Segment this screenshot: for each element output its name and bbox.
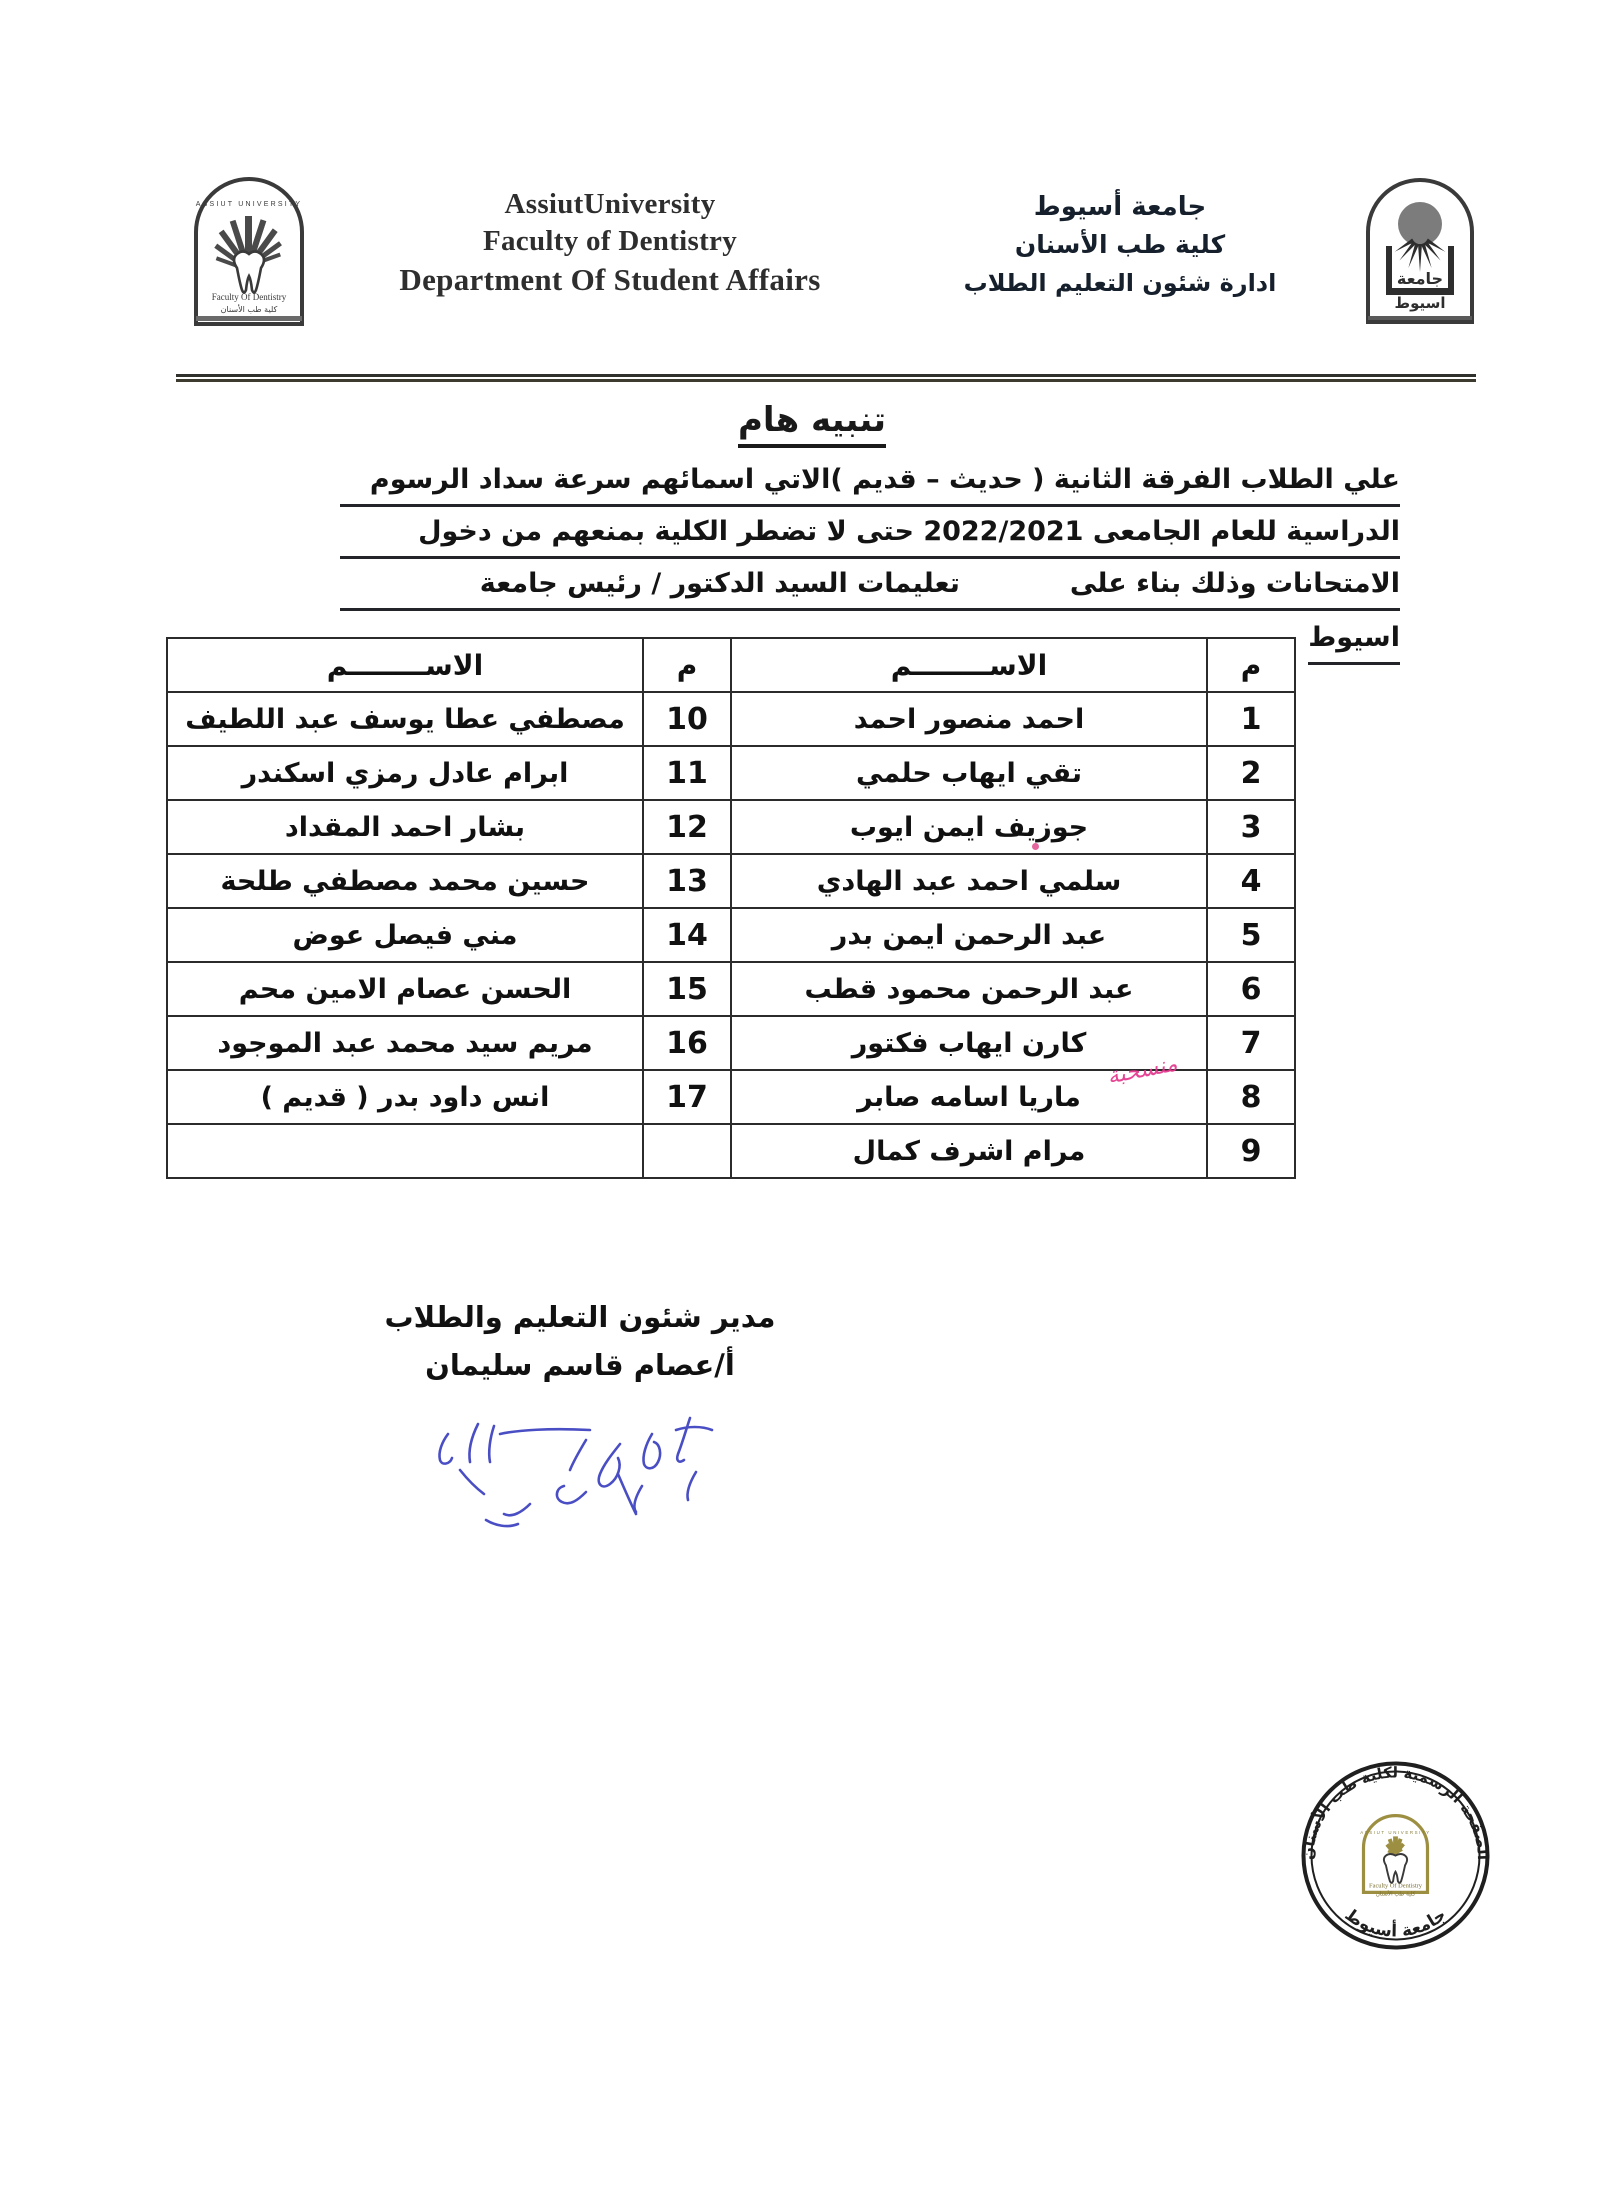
header-num-left: م [643,638,731,692]
row-name: ابرام عادل رمزي اسكندر [167,746,643,800]
header-en-line2: Faculty of Dentistry [482,225,738,257]
row-name: جوزيف ايمن ايوب [731,800,1207,854]
header-english-text [350,186,870,300]
header-num-right: م [1207,638,1295,692]
handwritten-pink-annotation: منسحبة [1105,1051,1180,1090]
row-num: 8 [1207,1070,1295,1124]
table-row [167,1016,1295,1070]
row-num-empty [643,1124,731,1178]
row-num: 6 [1207,962,1295,1016]
table-header-row [167,638,1295,692]
signatory-name: أ/عصام قاسم سليمان [425,1348,735,1382]
row-num: 7 [1207,1016,1295,1070]
notice-body-line3-right: الامتحانات وذلك بناء على [1069,568,1400,599]
document-header [190,166,1480,336]
row-name: عبد الرحمن محمود قطب [731,962,1207,1016]
table-row [167,692,1295,746]
table-row [167,800,1295,854]
notice-title [0,400,1624,440]
notice-title-text: تنبيه هام [738,400,886,448]
row-name: مني فيصل عوض [167,908,643,962]
notice-body-line4: اسيوط [1308,613,1400,665]
pink-ink-dot [1032,843,1039,850]
row-num: 15 [643,962,731,1016]
row-num: 1 [1207,692,1295,746]
divider-line-bottom [176,379,1476,382]
table-row [167,962,1295,1016]
header-name-right: الاســــــــم [731,638,1207,692]
row-num: 5 [1207,908,1295,962]
row-num: 16 [643,1016,731,1070]
svg-text:ASSIUT UNIVERSITY: ASSIUT UNIVERSITY [195,201,303,208]
table-row [167,1070,1295,1124]
row-num: 10 [643,692,731,746]
table-row [167,746,1295,800]
row-name: كارن ايهاب فكتور [731,1016,1207,1070]
handwritten-signature [390,1400,730,1530]
row-name: انس داود بدر ( قديم ) [167,1070,643,1124]
row-num: 2 [1207,746,1295,800]
header-name-left: الاســــــــم [167,638,643,692]
row-name: ماريا اسامه صابر [731,1070,1207,1124]
header-en-line3: Department Of Student Affairs [399,262,821,297]
header-divider [176,374,1476,382]
notice-body-line1: علي الطلاب الفرقة الثانية ( حديث – قديم )الاتي اسمائهم سرعة سداد الرسوم [340,455,1400,507]
row-name: سلمي احمد عبد الهادي [731,854,1207,908]
svg-text:كلية طب الأسنان: كلية طب الأسنان [220,305,278,314]
row-name: عبد الرحمن ايمن بدر [731,908,1207,962]
notice-body-line3-left: تعليمات السيد الدكتور / رئيس جامعة [479,568,960,599]
svg-text:جامعة أسيوط: جامعة أسيوط [1340,1904,1451,1942]
row-num: 4 [1207,854,1295,908]
svg-text:الصفحة الرسمية لكلية طب الأسنا: الصفحة الرسمية لكلية طب الأسنان [1298,1763,1493,1861]
notice-body-line3 [340,559,1400,611]
row-name: حسين محمد مصطفي طلحة [167,854,643,908]
row-name: الحسن عصام الامين محم [167,962,643,1016]
row-name: مصطفي عطا يوسف عبد اللطيف [167,692,643,746]
notice-body [340,455,1400,665]
header-arabic-text [910,188,1330,302]
svg-text:كلية طب الأسنان: كلية طب الأسنان [1375,1891,1416,1898]
header-en-line1: AssiutUniversity [504,188,716,220]
table-row [167,908,1295,962]
row-name: تقي ايهاب حلمي [731,746,1207,800]
header-ar-line2: كلية طب الأسنان [1014,230,1226,259]
table-row [167,854,1295,908]
row-name-empty [167,1124,643,1178]
signatory-role: مدير شئون التعليم والطلاب [384,1300,776,1334]
students-table [166,637,1296,1179]
students-table-body [167,638,1295,1178]
svg-text:جامعة: جامعة [1396,269,1444,288]
header-ar-line3: ادارة شئون التعليم الطلاب [963,269,1277,297]
official-seal [1288,1748,1503,1963]
svg-text:Faculty Of Dentistry: Faculty Of Dentistry [1369,1882,1422,1890]
row-num: 11 [643,746,731,800]
students-table-wrapper [185,637,1296,1179]
row-num: 17 [643,1070,731,1124]
row-num: 9 [1207,1124,1295,1178]
row-num: 14 [643,908,731,962]
divider-line-top [176,374,1476,377]
svg-text:Faculty Of Dentistry: Faculty Of Dentistry [211,292,287,302]
svg-text:ASSIUT UNIVERSITY: ASSIUT UNIVERSITY [1360,1830,1431,1835]
signature-block [340,1293,820,1389]
notice-body-line2: الدراسية للعام الجامعى 2022/2021 حتى لا تضطر الكلية بمنعهم من دخول [340,507,1400,559]
table-row [167,1124,1295,1178]
row-name: مريم سيد محمد عبد الموجود [167,1016,643,1070]
row-name: احمد منصور احمد [731,692,1207,746]
row-num: 3 [1207,800,1295,854]
row-num: 12 [643,800,731,854]
row-name: بشار احمد المقداد [167,800,643,854]
faculty-of-dentistry-logo [190,176,308,326]
row-name: مرام اشرف كمال [731,1124,1207,1178]
assiut-university-logo [1360,176,1480,326]
row-num: 13 [643,854,731,908]
header-ar-line1: جامعة أسيوط [1033,192,1207,222]
svg-text:اسيوط: اسيوط [1394,294,1446,312]
